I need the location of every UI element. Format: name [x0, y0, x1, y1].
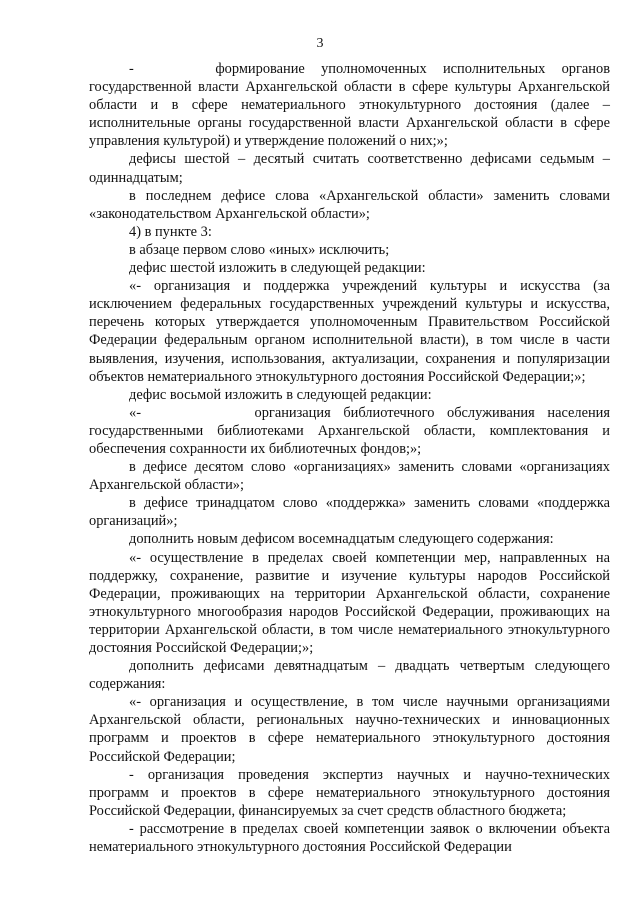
- paragraph-sixth-dash-intro: дефис шестой изложить в следующей редакции:: [129, 260, 426, 277]
- paragraph-eighth-dash-intro: дефис восьмой изложить в следующей редакции:: [129, 386, 432, 403]
- paragraph-first-abstract-exclude: в абзаце первом слово «иных» исключить;: [129, 241, 390, 258]
- paragraph-tenth-dash-replacement: в дефисе десятом слово «организациях» заменить словами «организациях Архангельской области»;: [89, 459, 610, 494]
- document-body: [89, 60, 610, 856]
- paragraph-renumber-dashes: дефисы шестой – десятый считать соответственно дефисами седьмым – одиннадцатым;: [89, 151, 610, 186]
- paragraph-formation-of-executive-bodies: - формирование уполномоченных исполнительных органов государственной власти Архангельской области в сфере культуры Архангельской области и в сфере нематериального этнокультурного достояния (далее – исполнительные органы государственной власти Архангельской области в сфере управления культурой) и утверждение положений о них;»;: [89, 61, 610, 150]
- paragraph-culture-preservation: «- осуществление в пределах своей компетенции мер, направленных на поддержку, сохранение, развитие и изучение культуры народов Российской Федерации, проживающих на территории Архангельской области, сохранение этнокультурного многообразия народов Российской Федерации, проживающих на территории Архангельской области, в том числе нематериального этнокультурного достояния Российской Федерации;»;: [89, 549, 610, 656]
- paragraph-research-programs: «- организация и осуществление, в том числе научными организациями Архангельской области, региональных научно-технических и инновационных программ и проектов в сфере нематериального этнокультурного достояния Российской Федерации;: [89, 694, 610, 765]
- paragraph-thirteenth-dash-replacement: в дефисе тринадцатом слово «поддержка» заменить словами «поддержка организаций»;: [89, 495, 610, 530]
- paragraph-eighteenth-dash-intro: дополнить новым дефисом восемнадцатым следующего содержания:: [129, 531, 554, 548]
- paragraph-culture-institutions: «- организация и поддержка учреждений культуры и искусства (за исключением федеральных государственных учреждений культуры и искусства, перечень которых утверждается уполномоченным Правительством Российской Федерации федеральным органом исполнительной власти), в том числе в части выявления, изучения, использования, актуализации, сохранения и популяризации объектов нематериального этнокультурного достояния Российской Федерации;»;: [89, 278, 610, 385]
- page-number: 3: [316, 36, 324, 51]
- paragraph-application-review: - рассмотрение в пределах своей компетенции заявок о включении объекта нематериального этнокультурного достояния Российской Федерации: [89, 820, 610, 856]
- paragraph-new-dashes-intro: дополнить дефисами девятнадцатым – двадцать четвертым следующего содержания:: [89, 658, 610, 693]
- paragraph-expert-review: - организация проведения экспертиз научных и научно-технических программ и проектов в сфере нематериального этнокультурного достояния Российской Федерации, финансируемых за счет средств областного бюджета;: [89, 766, 610, 819]
- paragraph-item-4: 4) в пункте 3:: [129, 223, 212, 240]
- paragraph-library-services: «- организация библиотечного обслуживания населения государственными библиотеками Архангельской области, комплектования и обеспечения сохранности их библиотечных фондов;»;: [89, 404, 610, 457]
- paragraph-last-dash-replacement: в последнем дефисе слова «Архангельской области» заменить словами «законодательством Архангельской области»;: [89, 187, 610, 222]
